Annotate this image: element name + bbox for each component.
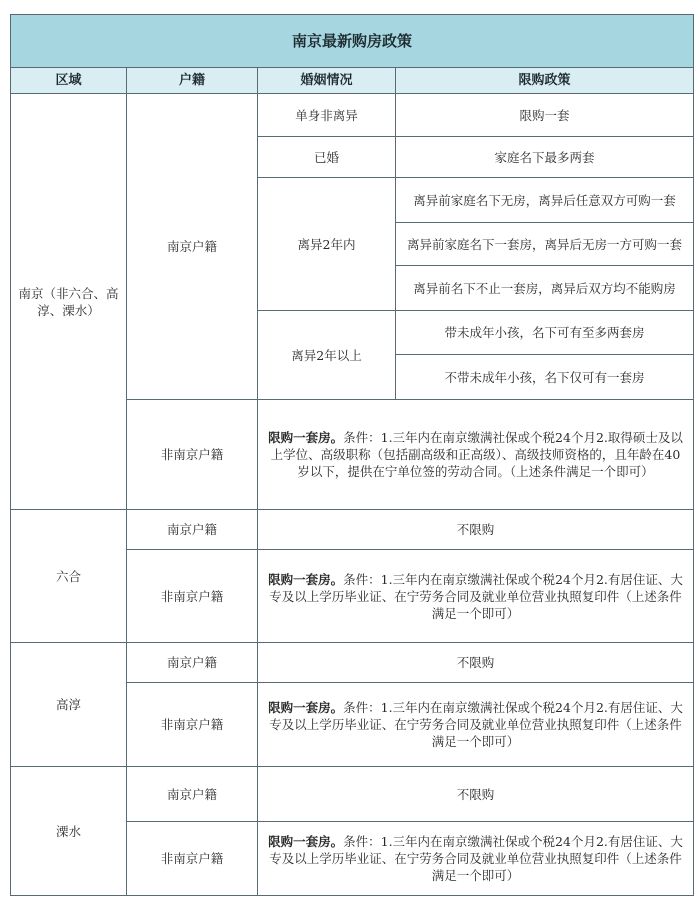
policy-text: 条件：1.三年内在南京缴满社保或个税24个月2.有居住证、大专及以上学历毕业证、在宁劳务合同及就业单位营业执照复印件（上述条件满足一个即可）: [269, 834, 683, 883]
policy-cell: [258, 683, 694, 767]
table-row: [11, 510, 694, 550]
hukou-cell: 南京户籍: [127, 643, 258, 683]
header-region: 区域: [11, 68, 127, 94]
marital-cell: 离异2年内: [258, 178, 396, 311]
hukou-cell: 非南京户籍: [127, 822, 258, 896]
header-row: [11, 68, 694, 94]
hukou-cell: 南京户籍: [127, 510, 258, 550]
title-row: [11, 15, 694, 68]
hukou-cell: 南京户籍: [127, 767, 258, 822]
policy-cell: 离异前家庭名下一套房，离异后无房一方可购一套: [396, 223, 694, 266]
marital-cell: 离异2年以上: [258, 311, 396, 400]
header-policy: 限购政策: [396, 68, 694, 94]
region-cell: 溧水: [11, 767, 127, 896]
region-cell: 高淳: [11, 643, 127, 767]
policy-table-container: [10, 14, 693, 902]
hukou-cell: 非南京户籍: [127, 400, 258, 510]
policy-cell: 带未成年小孩，名下可有至多两套房: [396, 311, 694, 355]
policy-cell: 离异前名下不止一套房，离异后双方均不能购房: [396, 266, 694, 311]
marital-cell: 已婚: [258, 137, 396, 178]
header-marital: 婚姻情况: [258, 68, 396, 94]
policy-bold: 限购一套房。: [268, 571, 344, 587]
policy-bold: 限购一套房。: [268, 834, 344, 849]
hukou-cell: 南京户籍: [127, 94, 258, 400]
hukou-cell: 非南京户籍: [127, 550, 258, 643]
policy-bold: 限购一套房。: [268, 700, 344, 715]
policy-cell: 不限购: [258, 510, 694, 550]
policy-cell: 不带未成年小孩，名下仅可有一套房: [396, 355, 694, 400]
policy-cell: 离异前家庭名下无房，离异后任意双方可购一套: [396, 178, 694, 223]
policy-cell: 不限购: [258, 767, 694, 822]
policy-cell: [258, 550, 694, 643]
policy-cell: 家庭名下最多两套: [396, 137, 694, 178]
table-row: [11, 767, 694, 822]
policy-bold: 限购一套房。: [268, 430, 344, 445]
table-row: [11, 643, 694, 683]
policy-cell: 限购一套: [396, 94, 694, 137]
region-cell: 六合: [11, 510, 127, 643]
table-title: 南京最新购房政策: [11, 15, 694, 68]
policy-cell: [258, 822, 694, 896]
policy-table: [10, 14, 694, 896]
policy-text: 条件：1.三年内在南京缴满社保或个税24个月2.有居住证、大专及以上学历毕业证、在宁劳务合同及就业单位营业执照复印件（上述条件满足一个即可）: [269, 571, 683, 621]
hukou-cell: 非南京户籍: [127, 683, 258, 767]
header-hukou: 户籍: [127, 68, 258, 94]
policy-cell: [258, 400, 694, 510]
table-row: [11, 94, 694, 137]
policy-text: 条件：1.三年内在南京缴满社保或个税24个月2.取得硕士及以上学位、高级职称（包括副高级和正高级）、高级技师资格的，且年龄在40岁以下，提供在宁单位签的劳动合同。（上述条件满足一个即可）: [270, 430, 683, 479]
marital-cell: 单身非离异: [258, 94, 396, 137]
policy-cell: 不限购: [258, 643, 694, 683]
policy-text: 条件：1.三年内在南京缴满社保或个税24个月2.有居住证、大专及以上学历毕业证、在宁劳务合同及就业单位营业执照复印件（上述条件满足一个即可）: [269, 700, 683, 749]
region-cell-nanjing: 南京（非六合、高淳、溧水）: [11, 94, 127, 510]
